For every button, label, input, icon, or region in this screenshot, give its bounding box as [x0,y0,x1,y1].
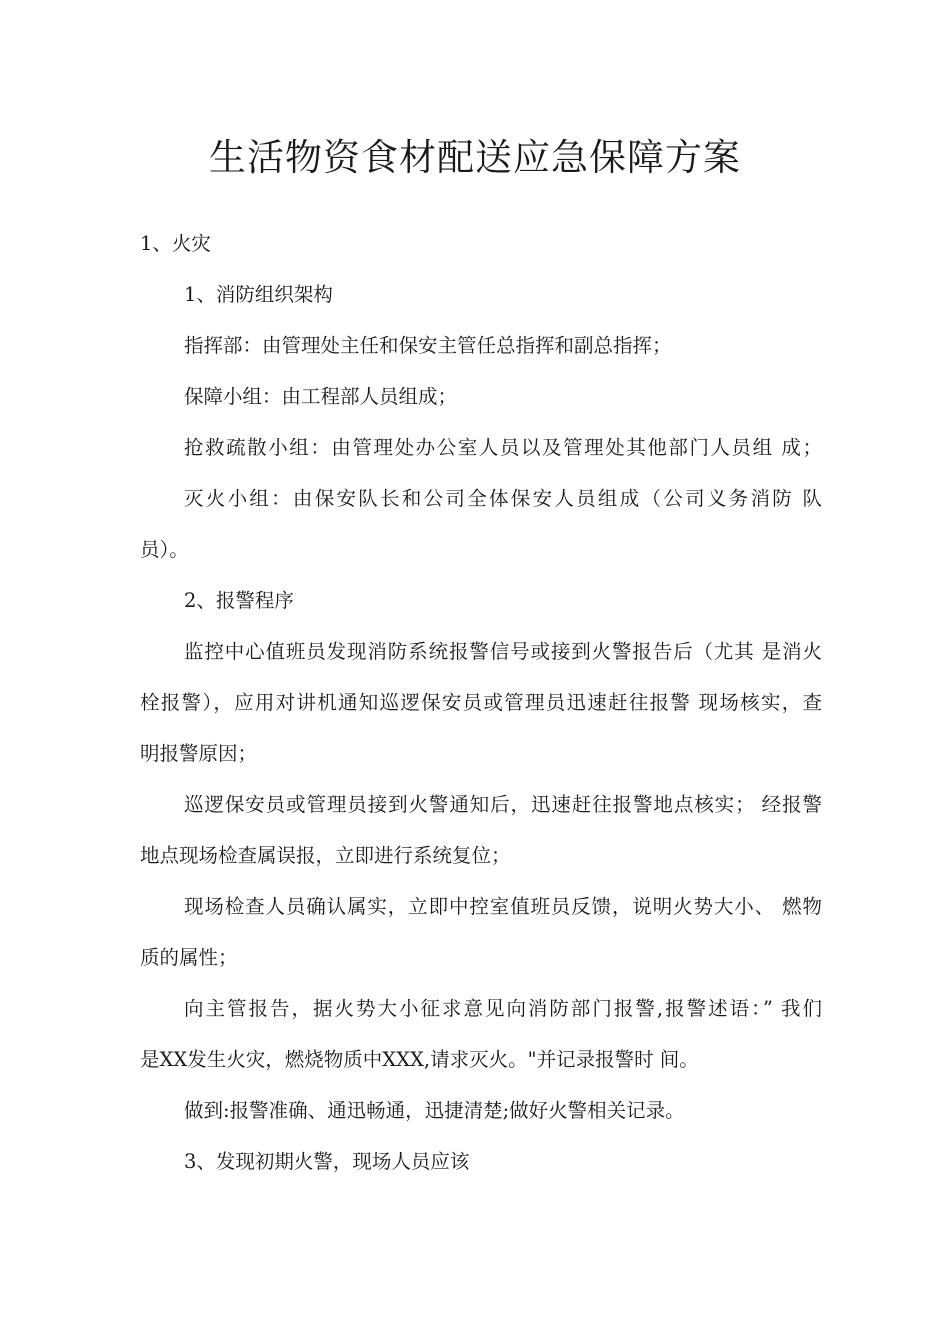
paragraph-report-line2: 是XX发生火灾，燃烧物质中XXX,请求灭火。"并记录报警时 间。 [140,1048,699,1071]
paragraph-firefighting-group-line2: 员）。 [140,538,189,561]
paragraph-monitor-line3: 明报警原因； [140,742,258,765]
paragraph-patrol-line1: 巡逻保安员或管理员接到火警通知后，迅速赶往报警地点核实； 经报警 [184,793,822,816]
paragraph-patrol-line2: 地点现场检查属误报，立即进行系统复位； [140,844,511,867]
paragraph-report-line1: 向主管报告，据火势大小征求意见向消防部门报警,报警述语：” 我们 [184,997,822,1020]
subheading-fire-organization: 1、消防组织架构 [184,283,333,306]
paragraph-command: 指挥部：由管理处主任和保安主管任总指挥和副总指挥； [184,334,672,357]
paragraph-confirm-line1: 现场检查人员确认属实，立即中控室值班员反馈，说明火势大小、 燃物 [184,895,822,918]
paragraph-rescue-group: 抢救疏散小组：由管理处办公室人员以及管理处其他部门人员组 成； [184,436,822,459]
paragraph-confirm-line2: 质的属性； [140,946,238,969]
paragraph-support-group: 保障小组：由工程部人员组成； [184,385,458,408]
document-title: 生活物资食材配送应急保障方案 [209,136,741,179]
paragraph-monitor-line1: 监控中心值班员发现消防系统报警信号或接到火警报告后（尤其 是消火 [184,640,822,663]
paragraph-achieve: 做到:报警准确、通迅畅通，迅捷清楚;做好火警相关记录。 [184,1099,685,1122]
subheading-initial-fire: 3、发现初期火警，现场人员应该 [184,1150,470,1173]
paragraph-monitor-line2: 栓报警），应用对讲机通知巡逻保安员或管理员迅速赶往报警 现场核实，查 [140,691,822,714]
section-heading-fire: 1、火灾 [140,232,211,255]
paragraph-firefighting-group-line1: 灭火小组：由保安队长和公司全体保安人员组成（公司义务消防 队 [184,487,822,510]
subheading-alarm-procedure: 2、报警程序 [184,589,294,612]
document-body [140,218,822,1187]
